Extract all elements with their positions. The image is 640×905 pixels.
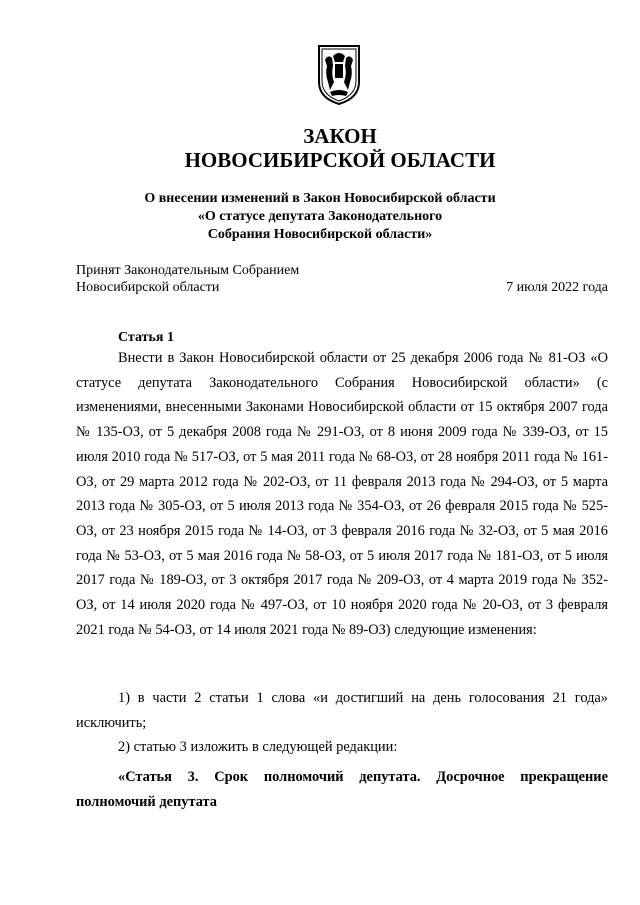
article-intro-paragraph: Внести в Закон Новосибирской области от 25 декабря 2006 года № 81-ОЗ «О статусе депутата Законодательного Собрания Новосибирской области» (с изменениями, внесенными Законами Новосибирской области от 15 октября 2007 года № 135-ОЗ, от 5 декабря 2008 года № 291-ОЗ, от 8 июня 2009 года № 339-ОЗ, от 15 июля 2010 года № 517-ОЗ, от 5 мая 2011 года № 68-ОЗ, от 28 ноября 2011 года № 161-ОЗ, от 29 марта 2012 года № 202-ОЗ, от 11 февраля 2013 года № 294-ОЗ, от 5 марта 2013 года № 305-ОЗ, от 5 июля 2013 года № 354-ОЗ, от 26 февраля 2015 года № 525-ОЗ, от 23 ноября 2015 года № 14-ОЗ, от 3 февраля 2016 года № 32-ОЗ, от 5 мая 2016 года № 53-ОЗ, от 5 мая 2016 года № 58-ОЗ, от 5 июля 2017 года № 181-ОЗ, от 5 июля 2017 года № 189-ОЗ, от 3 октября 2017 года № 209-ОЗ, от 4 марта 2019 года № 352-ОЗ, от 14 июля 2020 года № 497-ОЗ, от 10 ноября 2020 года № 20-ОЗ, от 3 февраля 2021 года № 54-ОЗ, от 14 июля 2021 года № 89-ОЗ) следующие изменения:	[76, 350, 608, 638]
adoption-date: 7 июля 2022 года	[506, 280, 608, 295]
amendment-item-2: 2) статью 3 изложить в следующей редакции:	[118, 739, 398, 755]
coat-of-arms-emblem	[316, 44, 362, 106]
law-subtitle-line: «О статусе депутата Законодательного	[197, 209, 443, 224]
law-subtitle-line: О внесении изменений в Закон Новосибирской области	[144, 191, 496, 206]
law-subtitle-line: Собрания Новосибирской области»	[207, 227, 433, 242]
adoption-info	[76, 262, 299, 296]
law-title-region: НОВОСИБИРСКОЙ ОБЛАСТИ	[184, 148, 496, 172]
adoption-line: Новосибирской области	[76, 280, 220, 295]
amendment-item-1: 1) в части 2 статьи 1 слова «и достигший на день голосования 21 года» исключить;	[76, 690, 608, 731]
adoption-line: Принят Законодательным Собранием	[76, 263, 300, 278]
quoted-article-heading: «Статья 3. Срок полномочий депутата. Досрочное прекращение полномочий депутата	[76, 769, 608, 810]
article-heading: Статья 1	[118, 330, 174, 345]
law-title: ЗАКОН	[303, 124, 377, 148]
